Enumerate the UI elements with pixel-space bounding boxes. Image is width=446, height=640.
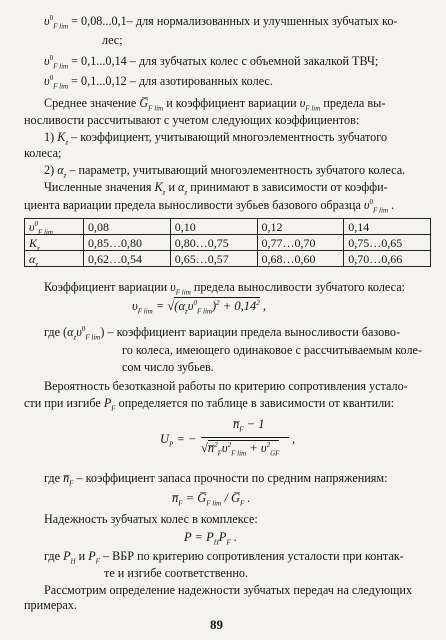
text-line: те и изгибе соответственно. — [104, 566, 249, 580]
text-line: Вероятность безотказной работы по критерию сопротивления устало- — [44, 379, 408, 393]
table-cell: 0,65…0,57 — [170, 251, 257, 267]
coefficient-table — [24, 218, 431, 267]
text-line: где $n̅_F$ – коэффициент запаса прочности по средним напряжениям: — [44, 471, 388, 488]
table-cell: 0,68…0,60 — [257, 251, 344, 267]
text-line: Коэффициент вариации $\upsilon_{F lim}$ предела выносливости зубчатого колеса: — [44, 280, 406, 297]
formula-variation: $\upsilon_{F lim} = √(\alpha_z\upsilon^0_{F lim})^2 + 0,14^2$ , — [132, 298, 266, 316]
text-line: $\upsilon^0_{F lim} = 0,1...0,12$ – для азотированных колес. — [44, 73, 273, 91]
text-line: 2) $\alpha_z$ – параметр, учитывающий многоэлементность зубчатого колеса. — [44, 163, 406, 180]
row-header: $\upsilon^0_{F lim}$ — [25, 219, 84, 235]
table-cell: 0,70…0,66 — [344, 251, 431, 267]
table-row — [25, 219, 431, 235]
formula-comma: , — [292, 432, 296, 446]
text-line: лес; — [102, 33, 123, 47]
text-line: го колеса, имеющего одинаковое с рассчитываемым коле- — [122, 343, 423, 357]
text-line: $\upsilon^0_{F lim} = 0,1...0,14$ – для зубчатых колес с объемной закалкой ТВЧ; — [44, 53, 379, 71]
formula-quantile-denominator: $√n̅^2_F\upsilon^2_{F lim} + \upsilon^2_{GF}$ — [201, 440, 280, 458]
text-run: = 0,08...0,1– для нормализованных и улучшенных зубчатых ко- — [71, 14, 398, 28]
formula-quantile-lhs: $U_P$ = − — [160, 432, 197, 449]
text-line: сти при изгибе $P_F$ определяется по таблице в зависимости от квантили: — [24, 396, 395, 413]
table-cell: 0,62…0,54 — [84, 251, 171, 267]
table-cell: 0,80…0,75 — [170, 235, 257, 251]
table-cell: 0,85…0,80 — [84, 235, 171, 251]
row-header: $K_z$ — [25, 235, 84, 251]
table-cell: 0,08 — [84, 219, 171, 235]
text-line: сом число зубьев. — [122, 360, 214, 374]
formula-safety-factor: $n̅_F$ = $G̅_{F lim}$ / $G̅_F$ . — [172, 491, 251, 508]
text-line: где $(\alpha_z\upsilon^0_{F lim})$ – коэффициент вариации предела выносливости базово- — [44, 324, 401, 342]
text-line: носливости рассчитывают с учетом следующих коэффициентов: — [24, 113, 360, 127]
text-line: колеса; — [24, 146, 62, 160]
text-line: 1) $K_z$ – коэффициент, учитывающий многоэлементность зубчатого — [44, 130, 388, 147]
table-row — [25, 251, 431, 267]
table-cell: 0,75…0,65 — [344, 235, 431, 251]
text-line: Численные значения $K_z$ и $\alpha_z$ принимают в зависимости от коэффи- — [44, 180, 388, 197]
formula-reliability: $P = P_HP_F$ . — [184, 530, 237, 547]
formula-quantile-numerator: $n̅_F - 1$ — [233, 417, 265, 434]
table-cell: 0,77…0,70 — [257, 235, 344, 251]
text-line: Рассмотрим определение надежности зубчатых передач на следующих — [44, 583, 413, 597]
table-cell: 0,12 — [257, 219, 344, 235]
table-cell: 0,10 — [170, 219, 257, 235]
fraction-bar — [201, 437, 289, 438]
page-number: 89 — [210, 617, 223, 632]
table-row — [25, 235, 431, 251]
text-line: примерах. — [24, 598, 77, 612]
text-line: циента вариации предела выносливости зубьев базового образца $\upsilon^0_{F lim}$ . — [24, 197, 395, 215]
row-header: $\alpha_z$ — [25, 251, 84, 267]
table-cell: 0,14 — [344, 219, 431, 235]
text-line: Среднее значение $G̅_{F lim}$ и коэффициент вариации $\upsilon_{F lim}$ предела вы- — [44, 96, 386, 113]
text-line: где $P_H$ и $P_F$ – ВБР по критерию сопротивления усталости при контак- — [44, 549, 404, 566]
text-line: Надежность зубчатых колес в комплексе: — [44, 512, 258, 526]
text-line: $\upsilon^0_{F lim} = 0,08...0,1-$ для нормализованных и улучшенных зубчатых ко- — [44, 13, 398, 31]
